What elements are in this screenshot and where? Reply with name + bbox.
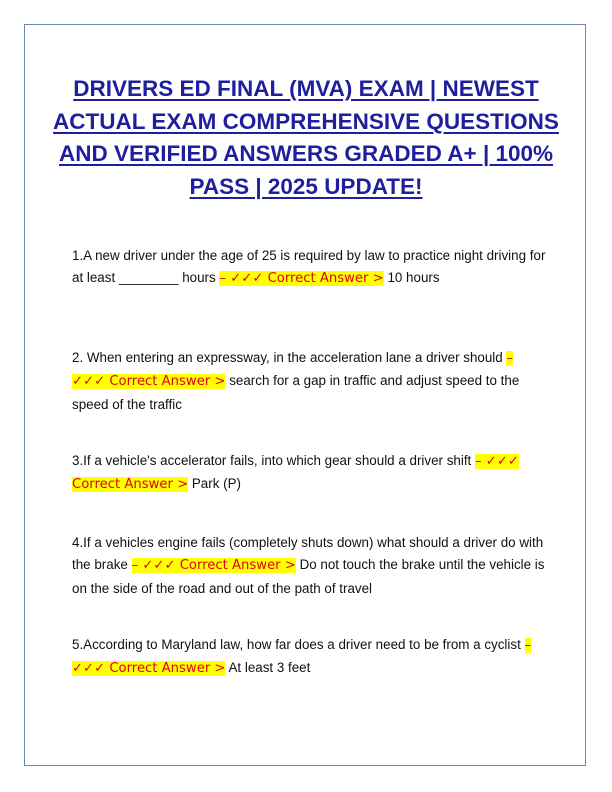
document-title: DRIVERS ED FINAL (MVA) EXAM | NEWEST ACTUAL EXAM COMPREHENSIVE QUESTIONS AND VERIFIED ANSWERS GRADED A+ | 100% PASS | 2025 UPDATE!: [53, 76, 559, 199]
question-text: 1.A new driver under the age of 25 is required by law to practice night driving for at least ________ hours: [72, 248, 546, 286]
answer-text: Do not touch the brake until the vehicle is on the side of the road and out of the path of travel: [72, 557, 545, 596]
correct-answer-marker: – ✓✓✓ Correct Answer >: [72, 454, 519, 493]
correct-answer-marker: – ✓✓✓ Correct Answer >: [72, 351, 514, 390]
question-text: 2. When entering an expressway, in the acceleration lane a driver should: [72, 350, 503, 365]
question-text: 5.According to Maryland law, how far does a driver need to be from a cyclist: [72, 637, 521, 652]
answer-text: At least 3 feet: [228, 660, 311, 676]
answer-text: search for a gap in traffic and adjust speed to the speed of the traffic: [72, 373, 520, 412]
question-text: 3.If a vehicle's accelerator fails, into which gear should a driver shift: [72, 453, 472, 468]
question-text: 4.If a vehicles engine fails (completely shuts down) what should a driver do with the brake: [72, 535, 544, 573]
question-4: [72, 532, 547, 600]
correct-answer-marker: – ✓✓✓ Correct Answer >: [219, 271, 384, 287]
question-3: [72, 450, 547, 497]
answer-text: 10 hours: [387, 270, 440, 286]
question-1: [72, 245, 547, 291]
question-5: [72, 634, 547, 681]
answer-text: Park (P): [191, 476, 241, 492]
correct-answer-marker: – ✓✓✓ Correct Answer >: [72, 638, 532, 677]
question-2: [72, 347, 547, 416]
correct-answer-marker: – ✓✓✓ Correct Answer >: [131, 558, 296, 574]
